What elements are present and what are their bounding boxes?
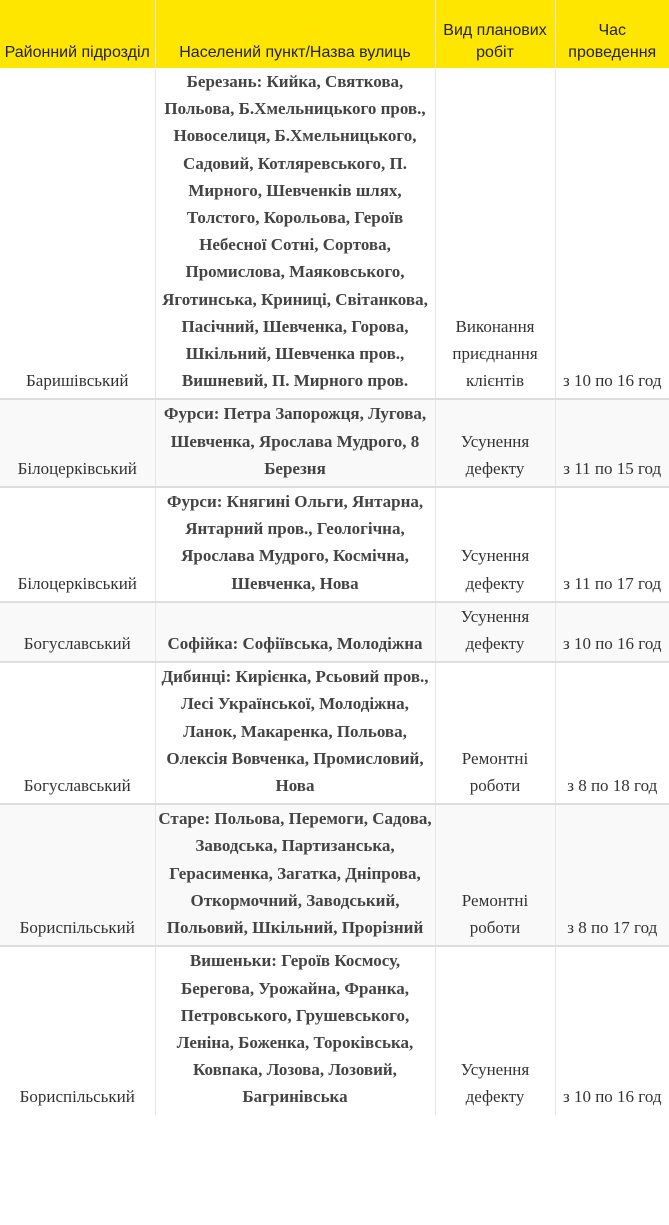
cell-address: Березань: Кийка, Святкова, Польова, Б.Хмельницького пров., Новоселиця, Б.Хмельницького, Садовий, Котляревського, П. Мирного, Шевченків шлях, Толстого, Корольова, Героїв Небесної Сотні, Сортова, Промислова, Маяковського, Яготинська, Криниці, Світанкова, Пасічний, Шевченка, Горова, Шкільний, Шевченка пров., Вишневий, П. Мирного пров. <box>155 68 435 399</box>
cell-work-type: Усунення дефекту <box>435 487 555 602</box>
cell-district: Бориспільський <box>0 946 155 1114</box>
cell-time: з 8 по 18 год <box>555 662 669 804</box>
cell-district: Баришівський <box>26 371 129 391</box>
cell-time: з 10 по 16 год <box>555 946 669 1114</box>
cell-address: Фурси: Петра Запорожця, Лугова, Шевченка, Ярослава Мудрого, 8 Березня <box>155 399 435 487</box>
table-row <box>0 602 669 662</box>
table-row <box>0 399 669 487</box>
cell-address: Софійка: Софіївська, Молодіжна <box>155 602 435 662</box>
table-row <box>0 68 669 399</box>
cell-work-type: Усунення дефекту <box>435 946 555 1114</box>
cell-address: Фурси: Княгині Ольги, Янтарна, Янтарний пров., Геологічна, Ярослава Мудрого, Космічна, Шевченка, Нова <box>155 487 435 602</box>
table-header-row <box>0 0 669 68</box>
cell-time: з 11 по 15 год <box>555 399 669 487</box>
cell-district: Білоцерківський <box>0 399 155 487</box>
header-district: Районний підрозділ <box>0 0 155 68</box>
table-row <box>0 487 669 602</box>
cell-time: з 8 по 17 год <box>555 804 669 946</box>
cell-address: Дибинці: Кирієнка, Рсьовий пров., Лесі Української, Молодіжна, Ланок, Макаренка, Польова, Олексія Вовченка, Промисловий, Нова <box>155 662 435 804</box>
table-row <box>0 662 669 804</box>
cell-address: Вишеньки: Героїв Космосу, Берегова, Урожайна, Франка, Петровського, Грушевського, Леніна, Боженка, Тороківська, Ковпака, Лозова, Лозовий, Багринівська <box>155 946 435 1114</box>
header-work-type: Вид планових робіт <box>435 0 555 68</box>
cell-work-type: Усунення дефекту <box>435 602 555 662</box>
cell-time: з 10 по 16 год <box>555 68 669 399</box>
cell-time: з 10 по 16 год <box>555 602 669 662</box>
cell-district: Богуславський <box>0 662 155 804</box>
cell-work-type: Виконання приєднання клієнтів <box>435 68 555 399</box>
cell-time: з 11 по 17 год <box>555 487 669 602</box>
cell-address: Старе: Польова, Перемоги, Садова, Заводська, Партизанська, Герасименка, Загатка, Дніпрова, Откормочний, Заводський, Польовий, Шкільний, Прорізний <box>155 804 435 946</box>
cell-work-type: Ремонтні роботи <box>435 662 555 804</box>
header-address: Населений пункт/Назва вулиць <box>155 0 435 68</box>
cell-district: Білоцерківський <box>0 487 155 602</box>
table-row <box>0 804 669 946</box>
header-time: Час проведення <box>555 0 669 68</box>
cell-work-type: Усунення дефекту <box>435 399 555 487</box>
cell-district: Бориспільський <box>0 804 155 946</box>
cell-district: Богуславський <box>0 602 155 662</box>
table-row <box>0 946 669 1114</box>
cell-work-type: Ремонтні роботи <box>435 804 555 946</box>
